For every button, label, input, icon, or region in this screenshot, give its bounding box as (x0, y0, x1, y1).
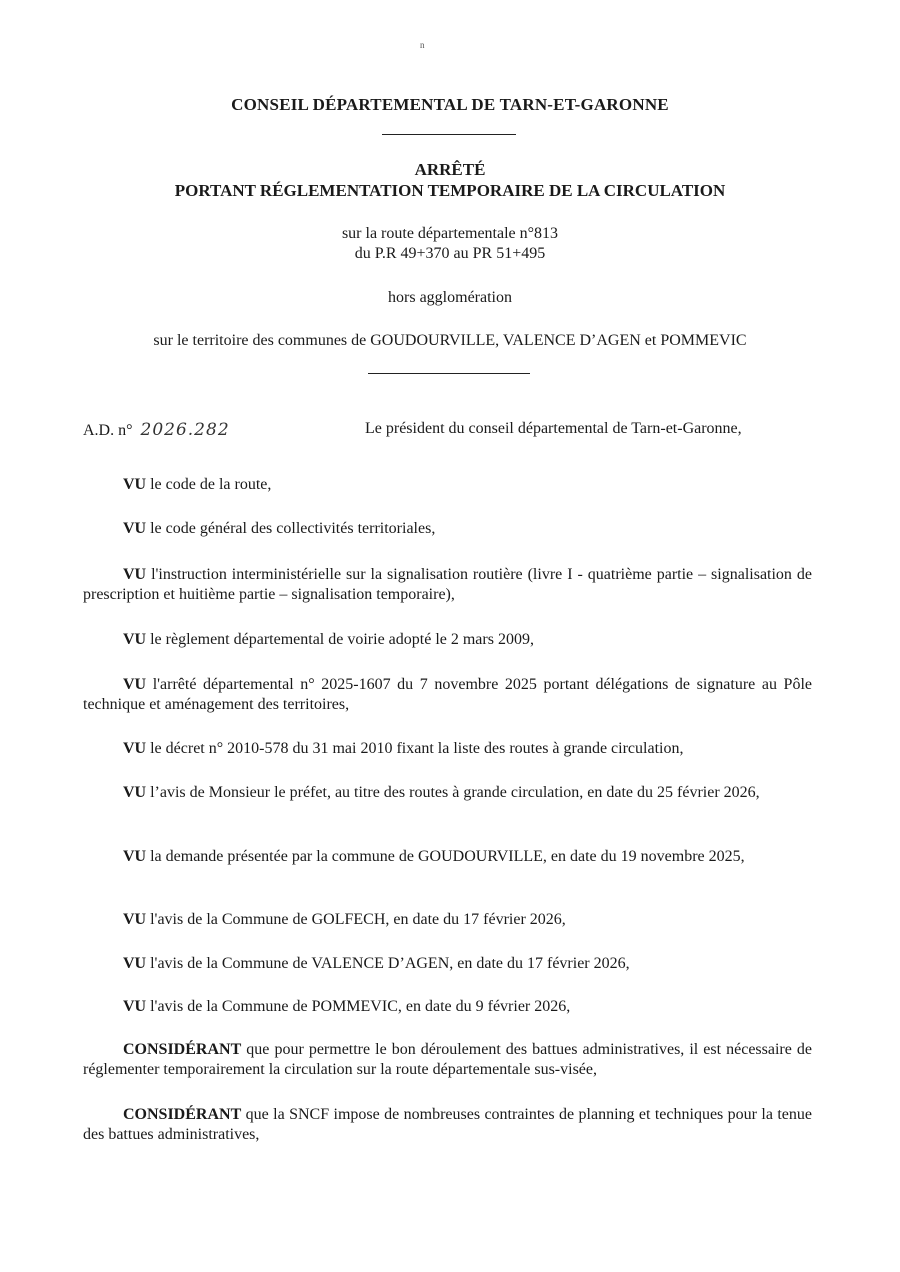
paragraph-lead: VU (123, 631, 147, 648)
paragraph (83, 1105, 812, 1145)
paragraph-lead: CONSIDÉRANT (123, 1041, 242, 1058)
paragraph (83, 519, 812, 539)
paragraph (83, 1040, 812, 1080)
scan-mark: n (420, 40, 425, 50)
paragraph-lead: VU (123, 520, 147, 537)
decree-number (83, 420, 230, 440)
paragraph-text: l'avis de la Commune de GOLFECH, en date du 17 février 2026, (146, 911, 566, 928)
paragraph-text: l'avis de la Commune de VALENCE D’AGEN, en date du 17 février 2026, (146, 955, 630, 972)
paragraph-lead: VU (123, 955, 147, 972)
paragraph-lead: VU (123, 998, 147, 1015)
location-type: hors agglomération (388, 289, 512, 306)
paragraph-text: l'instruction interministérielle sur la signalisation routière (livre I - quatrième partie – signalisation de prescription et huitième partie – signalisation temporaire), (83, 566, 812, 603)
paragraph-lead: VU (123, 740, 147, 757)
paragraph (83, 675, 812, 715)
communes-line: sur le territoire des communes de GOUDOURVILLE, VALENCE D’AGEN et POMMEVIC (153, 332, 747, 349)
paragraph (83, 630, 812, 650)
paragraph-text: que pour permettre le bon déroulement des battues administratives, il est nécessaire de réglementer temporairement la circulation sur la route départementale sus-visée, (83, 1041, 812, 1078)
paragraph-lead: VU (123, 676, 147, 693)
paragraph (83, 910, 812, 930)
paragraph (83, 997, 812, 1017)
divider-top (382, 134, 516, 135)
president-line: Le président du conseil départemental de Tarn-et-Garonne, (365, 420, 742, 437)
paragraph-text: le règlement départemental de voirie adopté le 2 mars 2009, (146, 631, 534, 648)
paragraph-text: le décret n° 2010-578 du 31 mai 2010 fixant la liste des routes à grande circulation, (146, 740, 684, 757)
paragraph-lead: CONSIDÉRANT (123, 1106, 242, 1123)
paragraph-lead: VU (123, 848, 147, 865)
route-line-1: sur la route départementale n°813 (341, 225, 559, 242)
paragraph-lead: VU (123, 784, 147, 801)
paragraph (83, 475, 812, 495)
paragraph-text: le code général des collectivités territoriales, (146, 520, 436, 537)
paragraph (83, 954, 812, 974)
paragraph (83, 847, 812, 867)
paragraph-text: l'avis de la Commune de POMMEVIC, en date du 9 février 2026, (146, 998, 571, 1015)
paragraph (83, 565, 812, 605)
decree-title: ARRÊTÉ (414, 160, 486, 179)
paragraph-text: la demande présentée par la commune de GOUDOURVILLE, en date du 19 novembre 2025, (146, 848, 745, 865)
council-heading: CONSEIL DÉPARTEMENTAL DE TARN-ET-GARONNE (231, 95, 669, 114)
route-line-2: du P.R 49+370 au PR 51+495 (354, 245, 546, 262)
paragraph-text: le code de la route, (146, 476, 272, 493)
paragraph-text: que la SNCF impose de nombreuses contraintes de planning et techniques pour la tenue des battues administratives, (83, 1106, 812, 1143)
paragraph-lead: VU (123, 566, 147, 583)
paragraph (83, 739, 812, 759)
handwritten-number: 2026.282 (140, 420, 230, 440)
paragraph-lead: VU (123, 911, 147, 928)
paragraph (83, 783, 812, 803)
decree-number-label: A.D. n° (83, 422, 133, 439)
paragraph-lead: VU (123, 476, 147, 493)
paragraph-text: l’avis de Monsieur le préfet, au titre des routes à grande circulation, en date du 25 février 2026, (146, 784, 760, 801)
decree-subtitle: PORTANT RÉGLEMENTATION TEMPORAIRE DE LA CIRCULATION (174, 181, 726, 200)
paragraph-text: l'arrêté départemental n° 2025-1607 du 7 novembre 2025 portant délégations de signature au Pôle technique et aménagement des territoires, (83, 676, 812, 713)
divider-bottom (368, 373, 530, 374)
